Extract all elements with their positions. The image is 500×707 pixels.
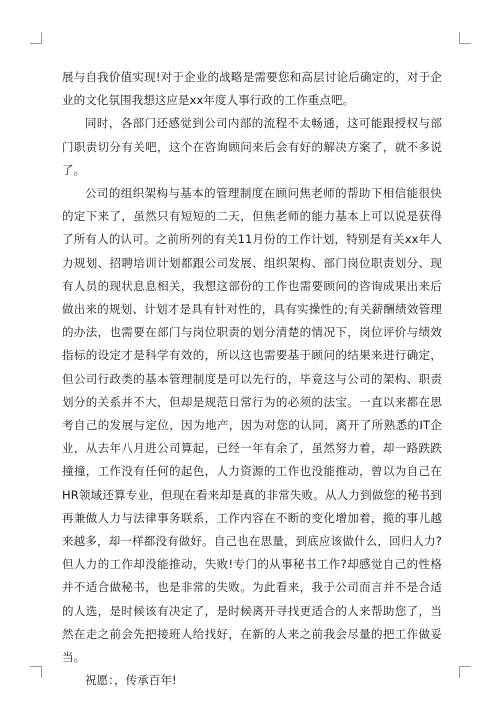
crop-mark-bottom-right xyxy=(459,666,471,678)
crop-mark-bottom-left xyxy=(30,666,42,678)
document-body xyxy=(62,66,442,692)
paragraph-strategy-culture: 展与自我价值实现!对于企业的战略是需要您和高层讨论后确定的，对于企业的文化氛围我想这应是xx年度人事行政的工作重点吧。 xyxy=(62,70,442,108)
crop-mark-top-right xyxy=(459,32,471,44)
crop-mark-top-left xyxy=(30,32,42,44)
paragraph-organization-reflection: 公司的组织架构与基本的管理制度在顾问焦老师的帮助下相信能很快的定下来了，虽然只有短短的二天，但焦老师的能力基本上可以说是获得了所有人的认可。之前所列的有关11月份的工作计划，特别是有关xx年人力规划、招聘培训计划都跟公司发展、组织架构、部门岗位职责划分、现有人员的现状息息相关，我想这部份的工作也需要顾问的咨询成果出来后做出来的规划、计划才是具有针对性的，具有实操性的;有关薪酬绩效管理的办法，也需要在部门与岗位职责的划分清楚的情况下，岗位评价与绩效指标的设定才是科学有效的，所以这也需要基于顾问的结果来进行确定，但公司行政类的基本管理制度是可以先行的，毕竟这与公司的架构、职责划分的关系并不大，但却是规范日常行为的必须的法宝。一直以来都在思考自己的发展与定位，因为地产，因为对您的认同，离开了所熟悉的IT企业，从去年八月进公司算起，已经一年有余了，虽然努力着，却一路跌跌撞撞，工作没有任何的起色，人力资源的工作也没能推动，曾以为自己在HR领域还算专业，但现在看来却是真的非常失败。从人力到做您的秘书到再兼做人力与法律事务联系，工作内容在不断的变化增加着，揽的事儿越来越多，却一样都没有做好。自己也在思量，到底应该做什么，回归人力?但人力的工作却没能推动，失败!专门的从事秘书工作?却感觉自己的性格并不适合做秘书，也是非常的失败。为此看来，我于公司而言并不是合适的人选，是时候该有决定了，是时候离开寻找更适合的人来帮助您了，当然在走之前会先把接班人给找好，在新的人来之前我会尽量的把工作做妥当。 xyxy=(62,186,442,665)
paragraph-process-flow: 同时，各部门还感觉到公司内部的流程不太畅通，这可能跟授权与部门职责切分有关吧，这个在咨询顾问来后会有好的解决方案了，就不多说了。 xyxy=(62,116,442,177)
paragraph-closing-wish: 祝愿：，传承百年! xyxy=(85,673,177,688)
